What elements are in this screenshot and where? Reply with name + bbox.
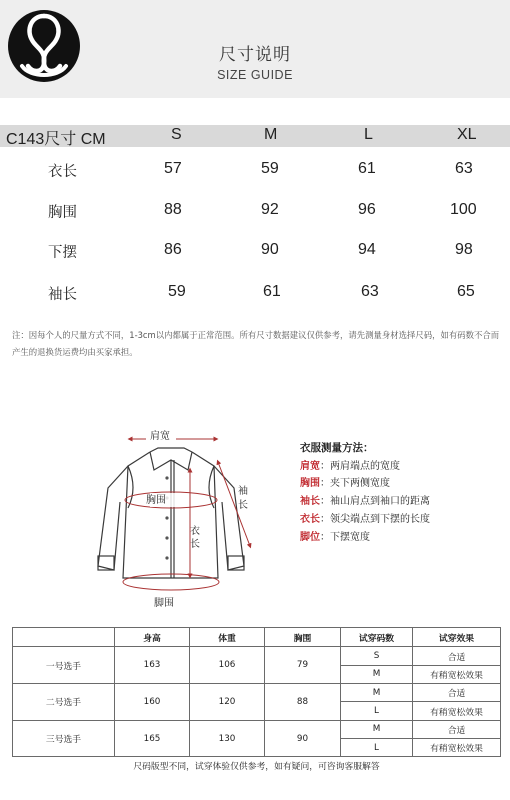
page-subtitle: SIZE GUIDE [217,68,293,82]
size-cell: 59 [168,283,186,300]
size-cell: 92 [261,201,279,218]
table-row [13,684,501,702]
size-cell: 88 [164,201,182,218]
table-row [13,647,501,665]
diagram-label-length: 衣长 [190,526,200,550]
size-row-label: 袖长 [48,287,77,303]
measure-item: 袖长：袖山肩点到袖口的距离 [300,496,430,508]
size-cell: 94 [358,241,376,258]
model-chest: 90 [265,720,341,757]
try-table-footer [13,757,501,774]
model-name: 二号选手 [13,684,115,721]
measure-item: 肩宽：两肩端点的宽度 [300,460,400,472]
diagram-label-sleeve: 袖长 [238,486,248,511]
measure-item: 脚位：下摆宽度 [300,531,370,543]
measure-method [300,440,430,546]
diagram-label-hem: 脚围 [154,598,174,609]
diagram-label-shoulder: 肩宽 [150,431,170,442]
size-cell: 90 [261,241,279,258]
try-header [13,628,115,647]
size-row-label: 胸围 [48,205,77,221]
model-weight: 130 [190,720,265,757]
measure-item: 胸围：夹下两侧宽度 [300,478,390,490]
size-header-m: M [264,126,278,143]
fit-size: M [341,684,413,702]
size-cell: 59 [261,160,279,177]
shirt-diagram [88,418,284,610]
fit-effect: 有稍宽松效果 [413,702,501,720]
try-header: 胸围 [265,628,341,647]
try-header: 体重 [190,628,265,647]
size-note: 注：因每个人的尺量方式不同，1-3cm以内都属于正常范围。所有尺寸数据建议仅供参考，请先测量身材选择尺码，如有码数不合而产生的退换货运费均由买家承担。 [12,330,500,357]
size-header-xl: XL [457,126,477,143]
size-cell: 86 [164,241,182,258]
model-name: 三号选手 [13,720,115,757]
size-table-corner: C143尺寸 CM [6,131,106,148]
model-height: 165 [115,720,190,757]
size-cell: 63 [361,283,379,300]
size-cell: 98 [455,241,473,258]
try-on-table [12,627,501,774]
size-cell: 65 [457,283,475,300]
try-header: 试穿效果 [413,628,501,647]
fit-effect: 有稍宽松效果 [413,665,501,683]
table-row [13,720,501,738]
fit-size: S [341,647,413,665]
fit-size: L [341,702,413,720]
size-cell: 61 [263,283,281,300]
fit-effect: 合适 [413,647,501,665]
size-cell: 57 [164,160,182,177]
model-height: 160 [115,684,190,721]
size-cell: 96 [358,201,376,218]
header-bar [0,0,510,98]
diagram-label-chest: 胸围 [146,495,166,506]
size-cell: 63 [455,160,473,177]
try-table-header [13,628,501,647]
size-header-l: L [364,126,373,143]
fit-size: M [341,720,413,738]
measure-item: 衣长：领尖端点到下摆的长度 [300,513,430,525]
fit-effect: 合适 [413,720,501,738]
model-weight: 106 [190,647,265,684]
size-header-s: S [171,126,182,143]
size-cell: 100 [450,201,477,218]
try-header: 身高 [115,628,190,647]
model-weight: 120 [190,684,265,721]
fit-size: L [341,739,413,757]
size-cell: 61 [358,160,376,177]
fit-effect: 合适 [413,684,501,702]
page-title: 尺寸说明 [219,45,291,65]
size-row-label: 衣长 [48,164,77,180]
size-row-label: 下摆 [48,245,77,261]
fit-size: M [341,665,413,683]
model-chest: 88 [265,684,341,721]
model-height: 163 [115,647,190,684]
measure-title: 衣服测量方法： [300,442,374,454]
model-chest: 79 [265,647,341,684]
try-header: 试穿码数 [341,628,413,647]
fit-effect: 有稍宽松效果 [413,739,501,757]
model-name: 一号选手 [13,647,115,684]
try-footer-text: 尺码版型不同，试穿体验仅供参考，如有疑问，可咨询客服解答 [133,762,380,773]
